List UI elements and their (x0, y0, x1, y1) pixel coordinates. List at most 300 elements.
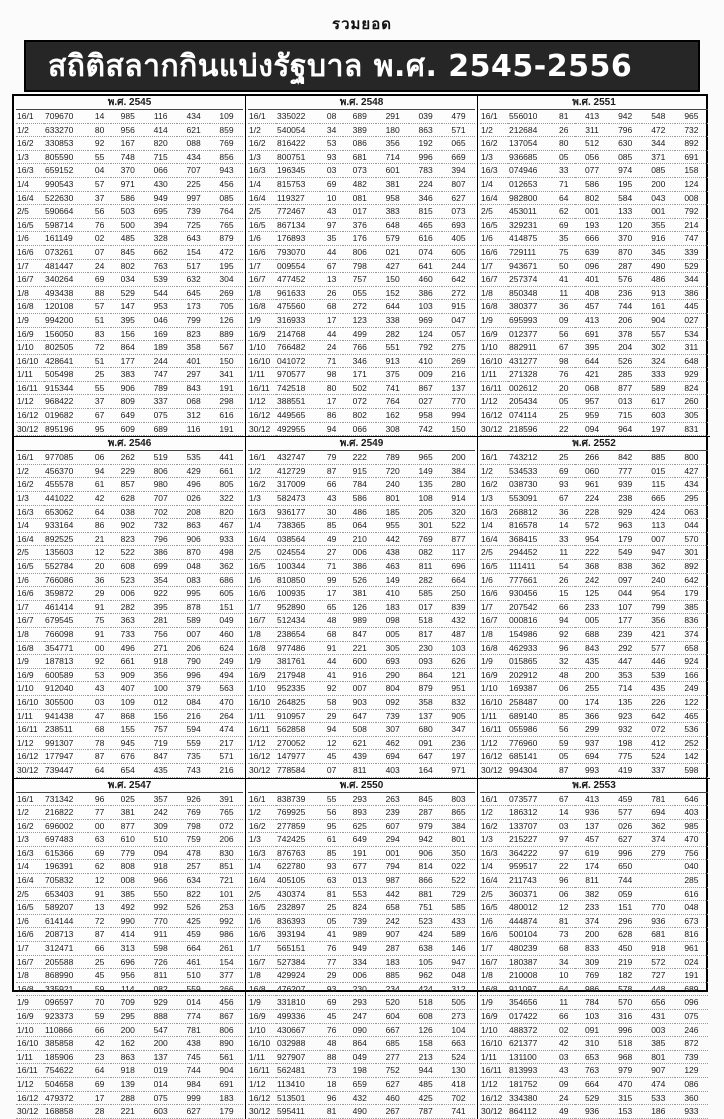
prize-number: 989 (343, 614, 376, 628)
prize-number: 34 (320, 123, 343, 137)
prize-number: 92 (88, 655, 111, 669)
table-row (248, 969, 475, 983)
prize-number: 019 (144, 1064, 177, 1078)
draw-date: 1/12 (248, 1077, 276, 1091)
prize-number: 13 (320, 273, 343, 287)
prize-number: 872 (675, 1037, 708, 1051)
prize-number: 518 (609, 1037, 642, 1051)
prize-number: 878 (177, 600, 210, 614)
prize-number: 642 (442, 273, 475, 287)
prize-number: 059 (609, 887, 642, 901)
prize-number: 524 (642, 750, 675, 764)
prize-number: 225 (177, 177, 210, 191)
prize-number: 66 (552, 1010, 575, 1024)
prize-number: 864 (409, 668, 442, 682)
draw-date: 16/10 (248, 354, 276, 368)
prize-number: 290 (376, 668, 409, 682)
prize-number: 240 (642, 573, 675, 587)
first-prize: 876763 (276, 846, 320, 860)
prize-number: 42 (88, 492, 111, 506)
first-prize: 961633 (276, 286, 320, 300)
prize-number: 693 (376, 655, 409, 669)
prize-number: 577 (609, 806, 642, 820)
draw-date: 16/7 (16, 273, 44, 287)
table-row (480, 996, 708, 1010)
draw-date: 1/2 (480, 464, 508, 478)
prize-number: 42 (552, 1037, 575, 1051)
prize-number: 66 (88, 942, 111, 956)
prize-number: 007 (177, 627, 210, 641)
table-row (248, 150, 475, 164)
prize-number: 197 (642, 422, 675, 436)
table-row (248, 793, 475, 806)
prize-number: 41 (552, 273, 575, 287)
first-prize: 430667 (276, 1023, 320, 1037)
draw-date: 1/4 (248, 519, 276, 533)
prize-number: 173 (177, 300, 210, 314)
prize-number: 057 (442, 327, 475, 341)
prize-number: 644 (575, 354, 608, 368)
prize-number: 55 (88, 381, 111, 395)
prize-number: 344 (675, 273, 708, 287)
page-title: สถิติสลากกินแบ่งรัฐบาล พ.ศ. 2545-2556 (48, 48, 633, 84)
prize-number: 951 (442, 682, 475, 696)
table-row (480, 232, 708, 246)
first-prize: 455578 (44, 478, 88, 492)
prize-number: 075 (144, 409, 177, 423)
table-row (16, 1050, 243, 1064)
draw-date: 16/10 (480, 1037, 508, 1051)
first-prize: 334380 (508, 1091, 552, 1105)
prize-number: 662 (144, 245, 177, 259)
prize-number: 688 (575, 627, 608, 641)
prize-number: 183 (376, 600, 409, 614)
first-prize: 653062 (44, 505, 88, 519)
prize-number: 038 (111, 505, 144, 519)
prize-number: 685 (376, 1037, 409, 1051)
prize-number: 137 (575, 819, 608, 833)
draw-date: 16/8 (480, 300, 508, 314)
prize-number: 442 (376, 887, 409, 901)
table-row (480, 409, 708, 423)
first-prize: 513501 (276, 1091, 320, 1105)
first-prize: 032988 (276, 1037, 320, 1051)
first-prize: 930456 (508, 587, 552, 601)
prize-number: 167 (111, 137, 144, 151)
table-row (480, 341, 708, 355)
prize-number: 529 (111, 286, 144, 300)
prize-number: 714 (609, 682, 642, 696)
prize-number: 005 (575, 614, 608, 628)
prize-number: 401 (177, 354, 210, 368)
prize-number: 29 (88, 587, 111, 601)
prize-number: 255 (575, 682, 608, 696)
prize-number: 439 (343, 750, 376, 764)
prize-number: 798 (177, 819, 210, 833)
prize-number: 659 (343, 1077, 376, 1091)
first-prize: 019682 (44, 409, 88, 423)
prize-number: 915 (442, 300, 475, 314)
prize-number: 24 (320, 341, 343, 355)
prize-number: 994 (442, 409, 475, 423)
prize-number: 92 (552, 627, 575, 641)
first-prize: 738365 (276, 519, 320, 533)
table-row (480, 191, 708, 205)
draw-date: 1/7 (16, 600, 44, 614)
prize-number: 198 (343, 1064, 376, 1078)
prize-number: 174 (575, 695, 608, 709)
table-row (480, 750, 708, 764)
draw-date: 1/8 (480, 969, 508, 983)
prize-number: 338 (376, 313, 409, 327)
prize-number: 362 (210, 560, 243, 574)
first-prize: 012377 (508, 327, 552, 341)
prize-number: 344 (642, 137, 675, 151)
prize-number: 494 (210, 668, 243, 682)
draw-date: 1/7 (248, 259, 276, 273)
table-row (480, 123, 708, 137)
prize-number: 261 (210, 942, 243, 956)
prize-number: 949 (144, 191, 177, 205)
prize-number: 824 (675, 381, 708, 395)
prize-number: 88 (88, 286, 111, 300)
prize-number: 360 (675, 1091, 708, 1105)
prize-number: 933 (210, 532, 243, 546)
prize-number: 59 (88, 982, 111, 996)
prize-number: 091 (409, 736, 442, 750)
draw-date: 1/6 (480, 914, 508, 928)
prize-number: 851 (210, 860, 243, 874)
prize-number: 656 (642, 996, 675, 1010)
prize-number: 661 (210, 464, 243, 478)
table-row (16, 874, 243, 888)
prize-number: 214 (675, 218, 708, 232)
prize-number: 375 (376, 368, 409, 382)
prize-number: 78 (88, 736, 111, 750)
prize-number: 12 (320, 736, 343, 750)
prize-number: 169 (144, 327, 177, 341)
draw-date: 16/2 (248, 478, 276, 492)
prize-number: 796 (144, 532, 177, 546)
prize-number: 474 (642, 1077, 675, 1091)
prize-number: 230 (343, 982, 376, 996)
prize-number: 229 (111, 464, 144, 478)
prize-number: 312 (177, 409, 210, 423)
table-row (248, 887, 475, 901)
prize-number: 56 (88, 205, 111, 219)
prize-number: 85 (320, 846, 343, 860)
first-prize: 388551 (276, 395, 320, 409)
prize-number: 843 (575, 641, 608, 655)
draw-date: 30/12 (248, 1105, 276, 1119)
draw-date: 16/8 (16, 641, 44, 655)
prize-number: 003 (642, 1023, 675, 1037)
draw-date: 16/6 (248, 245, 276, 259)
prize-number: 24 (552, 1091, 575, 1105)
prize-number: 191 (210, 422, 243, 436)
draw-date: 16/9 (16, 1010, 44, 1024)
prize-number: 077 (575, 164, 608, 178)
prize-number: 741 (442, 1105, 475, 1119)
prize-number: 66 (552, 600, 575, 614)
prize-number: 100 (144, 682, 177, 696)
prize-number: 381 (343, 587, 376, 601)
prize-number: 807 (442, 177, 475, 191)
prize-number: 918 (111, 1064, 144, 1078)
prize-number: 362 (642, 560, 675, 574)
prize-number: 45 (320, 750, 343, 764)
prize-number: 490 (642, 259, 675, 273)
table-row (480, 1037, 708, 1051)
table-row (16, 614, 243, 628)
draw-date: 30/12 (480, 422, 508, 436)
draw-date: 16/8 (480, 982, 508, 996)
prize-number: 524 (442, 1050, 475, 1064)
table-row (480, 627, 708, 641)
prize-number: 44 (320, 327, 343, 341)
prize-number: 696 (111, 955, 144, 969)
prize-number: 339 (675, 245, 708, 259)
table-row (16, 1064, 243, 1078)
prize-number: 434 (177, 110, 210, 123)
prize-number: 206 (609, 313, 642, 327)
table-row (480, 259, 708, 273)
prize-number: 075 (675, 1010, 708, 1024)
table-row (248, 395, 475, 409)
prize-number: 05 (552, 395, 575, 409)
prize-number: 250 (442, 587, 475, 601)
draw-date: 1/2 (248, 123, 276, 137)
table-row (248, 627, 475, 641)
prize-number: 272 (442, 286, 475, 300)
prize-number: 269 (442, 354, 475, 368)
prize-number: 550 (144, 887, 177, 901)
prize-number: 00 (552, 695, 575, 709)
draw-date: 16/6 (480, 245, 508, 259)
prize-number: 371 (642, 150, 675, 164)
draw-date: 16/5 (248, 901, 276, 915)
first-prize: 431277 (508, 354, 552, 368)
prize-number: 150 (210, 354, 243, 368)
prize-number: 382 (575, 887, 608, 901)
first-prize: 499336 (276, 1010, 320, 1024)
first-prize: 990543 (44, 177, 88, 191)
prize-number: 792 (675, 205, 708, 219)
draw-date: 16/3 (480, 505, 508, 519)
prize-number: 150 (442, 422, 475, 436)
prize-number: 642 (675, 573, 708, 587)
draw-date: 1/3 (480, 150, 508, 164)
prize-number: 663 (442, 1037, 475, 1051)
prize-number: 090 (343, 1023, 376, 1037)
table-row (248, 682, 475, 696)
prize-number: 864 (111, 341, 144, 355)
first-prize: 015865 (508, 655, 552, 669)
table-row (248, 110, 475, 123)
first-prize: 096597 (44, 996, 88, 1010)
draw-date: 1/3 (16, 833, 44, 847)
table-row (16, 942, 243, 956)
prize-number: 815 (409, 205, 442, 219)
prize-number: 27 (320, 546, 343, 560)
prize-number: 200 (575, 928, 608, 942)
draw-date: 16/7 (248, 614, 276, 628)
prize-number: 626 (442, 655, 475, 669)
publisher-logo: รวมยอด (332, 15, 392, 33)
prize-number: 796 (609, 123, 642, 137)
draw-date: 30/12 (16, 422, 44, 436)
prize-number: 55 (320, 793, 343, 806)
first-prize: 131100 (508, 1050, 552, 1064)
prize-number: 322 (210, 492, 243, 506)
prize-number: 707 (144, 492, 177, 506)
first-prize: 562858 (276, 723, 320, 737)
prize-number: 385 (111, 887, 144, 901)
prize-number: 125 (575, 587, 608, 601)
table-row (480, 682, 708, 696)
prize-number: 96 (552, 874, 575, 888)
prize-number: 228 (575, 505, 608, 519)
draw-date: 2/5 (16, 546, 44, 560)
prize-number: 757 (144, 723, 177, 737)
prize-number: 013 (609, 395, 642, 409)
prize-number: 25 (88, 955, 111, 969)
prize-number (642, 874, 675, 888)
prize-number: 892 (675, 560, 708, 574)
prize-number: 512 (575, 137, 608, 151)
prize-number: 561 (210, 1050, 243, 1064)
first-prize: 393194 (276, 928, 320, 942)
first-prize: 653403 (44, 887, 88, 901)
prize-number: 916 (642, 232, 675, 246)
prize-number: 890 (210, 1037, 243, 1051)
table-row (16, 655, 243, 669)
prize-number: 358 (409, 695, 442, 709)
prize-number: 18 (320, 1077, 343, 1091)
prize-number: 73 (552, 928, 575, 942)
prize-number: 811 (409, 560, 442, 574)
prize-number: 847 (144, 750, 177, 764)
prize-number: 269 (210, 286, 243, 300)
prize-number: 432 (442, 614, 475, 628)
prize-number: 726 (144, 955, 177, 969)
prize-number: 770 (442, 395, 475, 409)
draw-date: 16/1 (248, 110, 276, 123)
prize-number: 22 (552, 422, 575, 436)
prize-number: 470 (210, 695, 243, 709)
prize-number: 36 (88, 573, 111, 587)
year-block (478, 96, 710, 437)
first-prize: 196391 (44, 860, 88, 874)
prize-number: 066 (144, 164, 177, 178)
draw-date: 1/10 (16, 682, 44, 696)
draw-date: 1/2 (480, 123, 508, 137)
prize-number: 769 (575, 969, 608, 983)
prize-number: 763 (144, 259, 177, 273)
prize-number: 05 (320, 914, 343, 928)
first-prize: 590664 (44, 205, 88, 219)
first-prize: 154986 (508, 627, 552, 641)
first-prize: 133707 (508, 819, 552, 833)
prize-number: 72 (88, 341, 111, 355)
prize-number: 085 (609, 150, 642, 164)
table-row (248, 928, 475, 942)
prize-number: 200 (144, 1037, 177, 1051)
prize-number: 48 (320, 1037, 343, 1051)
prize-number: 693 (442, 218, 475, 232)
table-row (480, 273, 708, 287)
draw-date: 16/5 (248, 560, 276, 574)
prize-number: 64 (88, 763, 111, 777)
prize-number: 33 (552, 164, 575, 178)
prize-number: 503 (111, 205, 144, 219)
first-prize: 238511 (44, 723, 88, 737)
first-prize: 215227 (508, 833, 552, 847)
prize-number: 918 (144, 655, 177, 669)
prize-number: 918 (642, 942, 675, 956)
prize-number: 424 (409, 982, 442, 996)
results-table (480, 110, 708, 436)
first-prize: 169387 (508, 682, 552, 696)
prize-number: 224 (575, 492, 608, 506)
prize-number: 04 (88, 164, 111, 178)
prize-number: 520 (376, 996, 409, 1010)
prize-number: 775 (609, 750, 642, 764)
prize-number: 222 (575, 546, 608, 560)
prize-number: 006 (343, 969, 376, 983)
prize-number: 93 (320, 860, 343, 874)
first-prize: 277859 (276, 819, 320, 833)
prize-number: 006 (343, 546, 376, 560)
prize-number: 68 (88, 723, 111, 737)
table-row (248, 354, 475, 368)
prize-number: 585 (442, 901, 475, 915)
prize-number: 719 (144, 736, 177, 750)
table-row (16, 901, 243, 915)
prize-number: 535 (177, 451, 210, 464)
prize-number: 066 (343, 422, 376, 436)
prize-number: 764 (376, 395, 409, 409)
prize-number: 743 (177, 763, 210, 777)
prize-number: 816 (675, 928, 708, 942)
prize-number: 179 (609, 532, 642, 546)
prize-number: 171 (343, 368, 376, 382)
first-prize: 187813 (44, 655, 88, 669)
prize-number: 845 (409, 793, 442, 806)
prize-number: 47 (88, 709, 111, 723)
first-prize: 910957 (276, 709, 320, 723)
prize-number: 605 (442, 245, 475, 259)
prize-number: 260 (675, 395, 708, 409)
prize-number: 957 (575, 395, 608, 409)
prize-number: 460 (409, 273, 442, 287)
prize-number: 116 (144, 110, 177, 123)
prize-number: 609 (111, 422, 144, 436)
prize-number: 086 (343, 137, 376, 151)
prize-number: 09 (552, 1077, 575, 1091)
prize-number: 068 (177, 395, 210, 409)
draw-date: 16/6 (248, 587, 276, 601)
prize-number: 996 (177, 668, 210, 682)
table-row (248, 1105, 475, 1119)
prize-number: 67 (320, 259, 343, 273)
prize-number: 906 (409, 846, 442, 860)
prize-number: 389 (343, 123, 376, 137)
first-prize: 330853 (44, 137, 88, 151)
table-row (480, 695, 708, 709)
prize-number: 37 (88, 395, 111, 409)
prize-number: 333 (642, 368, 675, 382)
